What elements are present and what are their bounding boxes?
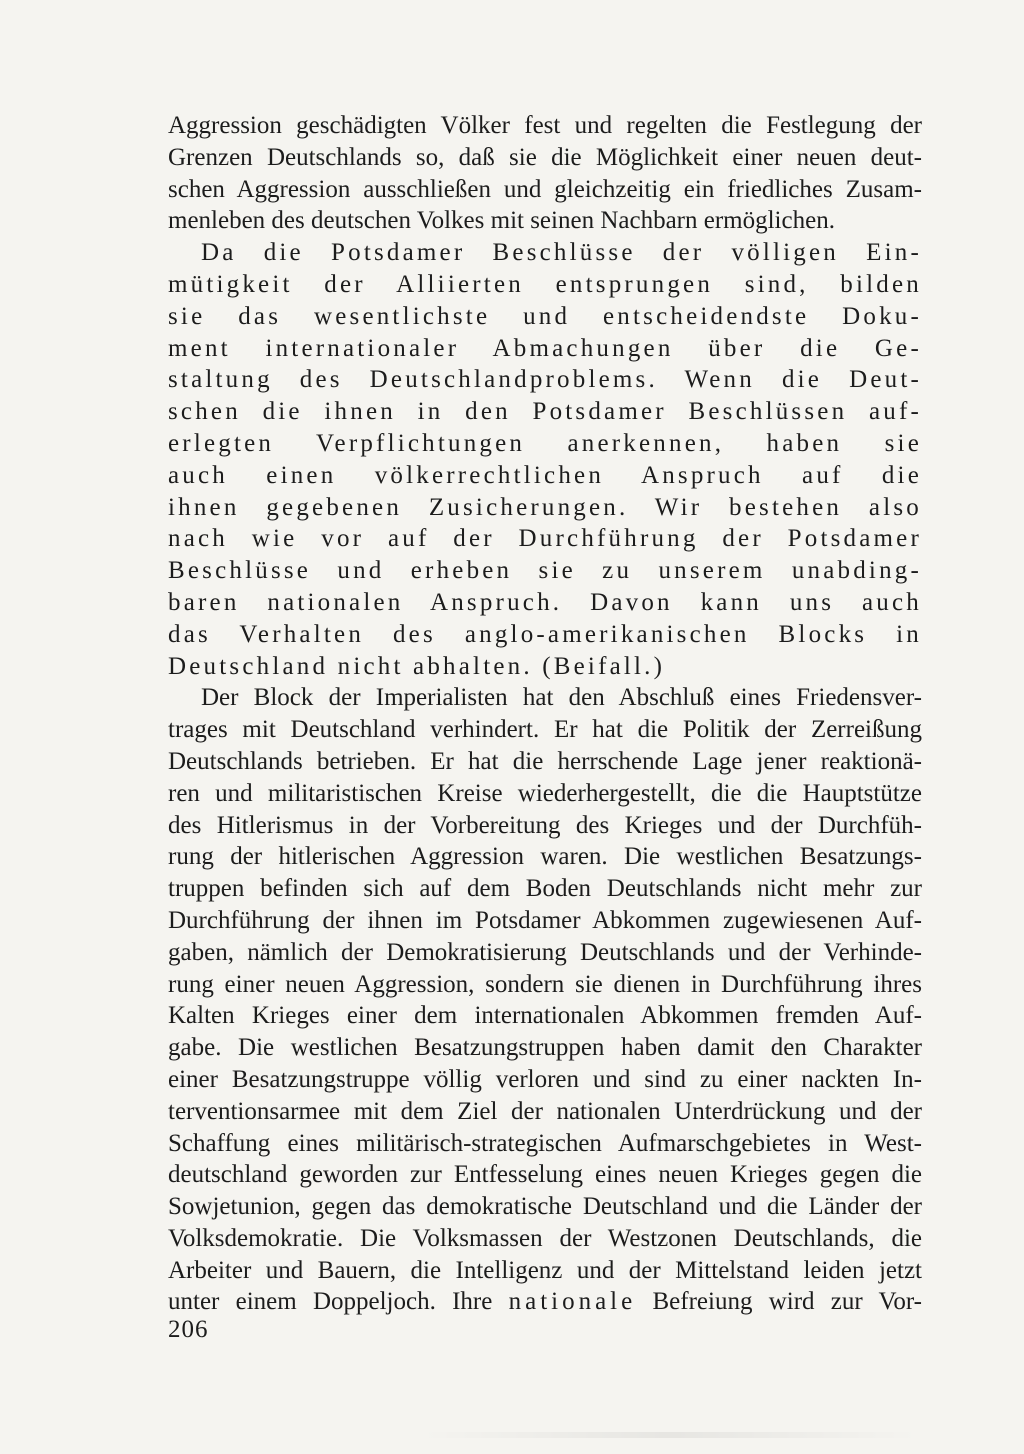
text-line-spaced: das Verhalten des anglo-amerikanischen Blocks in xyxy=(168,620,922,648)
text-line-spaced: staltung des Deutschlandproblems. Wenn die Deut- xyxy=(168,366,922,394)
text-line: rung einer neuen Aggression, sondern sie dienen in Durchführung ihres xyxy=(168,970,922,998)
text-line: Deutschlands betrieben. Er hat die herrschende Lage jener reaktionä- xyxy=(168,747,922,775)
text-line: terventionsarmee mit dem Ziel der nationalen Unterdrückung und der xyxy=(168,1097,922,1125)
text-line: Aggression geschädigten Völker fest und regelten die Festlegung der xyxy=(168,112,922,139)
text-line-spaced: sie das wesentlichste und entscheidendste Doku- xyxy=(168,302,922,330)
text-fragment: unter einem Doppeljoch. Ihre xyxy=(168,1288,509,1316)
text-fragment: Befreiung wird zur Vor- xyxy=(636,1288,922,1316)
text-line: rung der hitlerischen Aggression waren. Die westlichen Besatzungs- xyxy=(168,843,922,871)
text-line-spaced: nach wie vor auf der Durchführung der Potsdamer xyxy=(168,525,922,553)
text-line: ren und militaristischen Kreise wiederhergestellt, die die Hauptstütze xyxy=(168,779,922,807)
text-line: gaben, nämlich der Demokratisierung Deutschlands und der Verhinde- xyxy=(168,938,922,966)
text-line-spaced: erlegten Verpflichtungen anerkennen, haben sie xyxy=(168,429,922,457)
text-line-spaced: ihnen gegebenen Zusicherungen. Wir bestehen also xyxy=(168,493,922,521)
text-line-spaced: baren nationalen Anspruch. Davon kann uns auch xyxy=(168,588,922,616)
text-line-spaced: ment internationaler Abmachungen über die Ge- xyxy=(168,334,922,362)
page-number: 206 xyxy=(168,1316,209,1343)
text-line: menleben des deutschen Volkes mit seinen Nachbarn ermöglichen. xyxy=(168,207,835,235)
text-line-final xyxy=(168,1286,922,1318)
text-line: trages mit Deutschland verhindert. Er hat die Politik der Zerreißung xyxy=(168,716,922,744)
text-line-spaced: Da die Potsdamer Beschlüsse der völligen Ein- xyxy=(201,239,922,267)
text-line: Sowjetunion, gegen das demokratische Deutschland und die Länder der xyxy=(168,1193,922,1221)
text-line-spaced: Deutschland nicht abhalten. (Beifall.) xyxy=(168,652,666,680)
text-line: gabe. Die westlichen Besatzungstruppen haben damit den Charakter xyxy=(168,1034,922,1062)
text-line: Schaffung eines militärisch-strategischen Aufmarschgebietes in West- xyxy=(168,1129,922,1157)
text-line: Volksdemokratie. Die Volksmassen der Westzonen Deutschlands, die xyxy=(168,1224,922,1252)
text-line-spaced: schen die ihnen in den Potsdamer Beschlüssen auf- xyxy=(168,398,922,426)
text-line: Grenzen Deutschlands so, daß sie die Möglichkeit einer neuen deut- xyxy=(168,143,922,171)
emphasized-word: nationale xyxy=(508,1288,637,1316)
text-line: schen Aggression ausschließen und gleichzeitig ein friedliches Zusam- xyxy=(168,175,922,203)
text-line-spaced: auch einen völkerrechtlichen Anspruch auf die xyxy=(168,461,922,489)
text-line-spaced: mütigkeit der Alliierten entsprungen sind, bilden xyxy=(168,270,922,298)
text-line: deutschland geworden zur Entfesselung eines neuen Krieges gegen die xyxy=(168,1161,922,1189)
text-line: Kalten Krieges einer dem internationalen Abkommen fremden Auf- xyxy=(168,1002,922,1030)
body-text xyxy=(168,110,922,1318)
text-line: des Hitlerismus in der Vorbereitung des Krieges und der Durchfüh- xyxy=(168,811,922,839)
text-line: truppen befinden sich auf dem Boden Deutschlands nicht mehr zur xyxy=(168,875,922,903)
text-line: Arbeiter und Bauern, die Intelligenz und der Mittelstand leiden jetzt xyxy=(168,1256,922,1284)
text-line: Durchführung der ihnen im Potsdamer Abkommen zugewiesenen Auf- xyxy=(168,906,922,934)
text-line: Der Block der Imperialisten hat den Abschluß eines Friedensver- xyxy=(201,684,922,712)
text-line-spaced: Beschlüsse und erheben sie zu unserem unabding- xyxy=(168,557,922,585)
scan-edge-shadow xyxy=(420,1432,920,1438)
text-line: einer Besatzungstruppe völlig verloren und sind zu einer nackten In- xyxy=(168,1065,922,1093)
